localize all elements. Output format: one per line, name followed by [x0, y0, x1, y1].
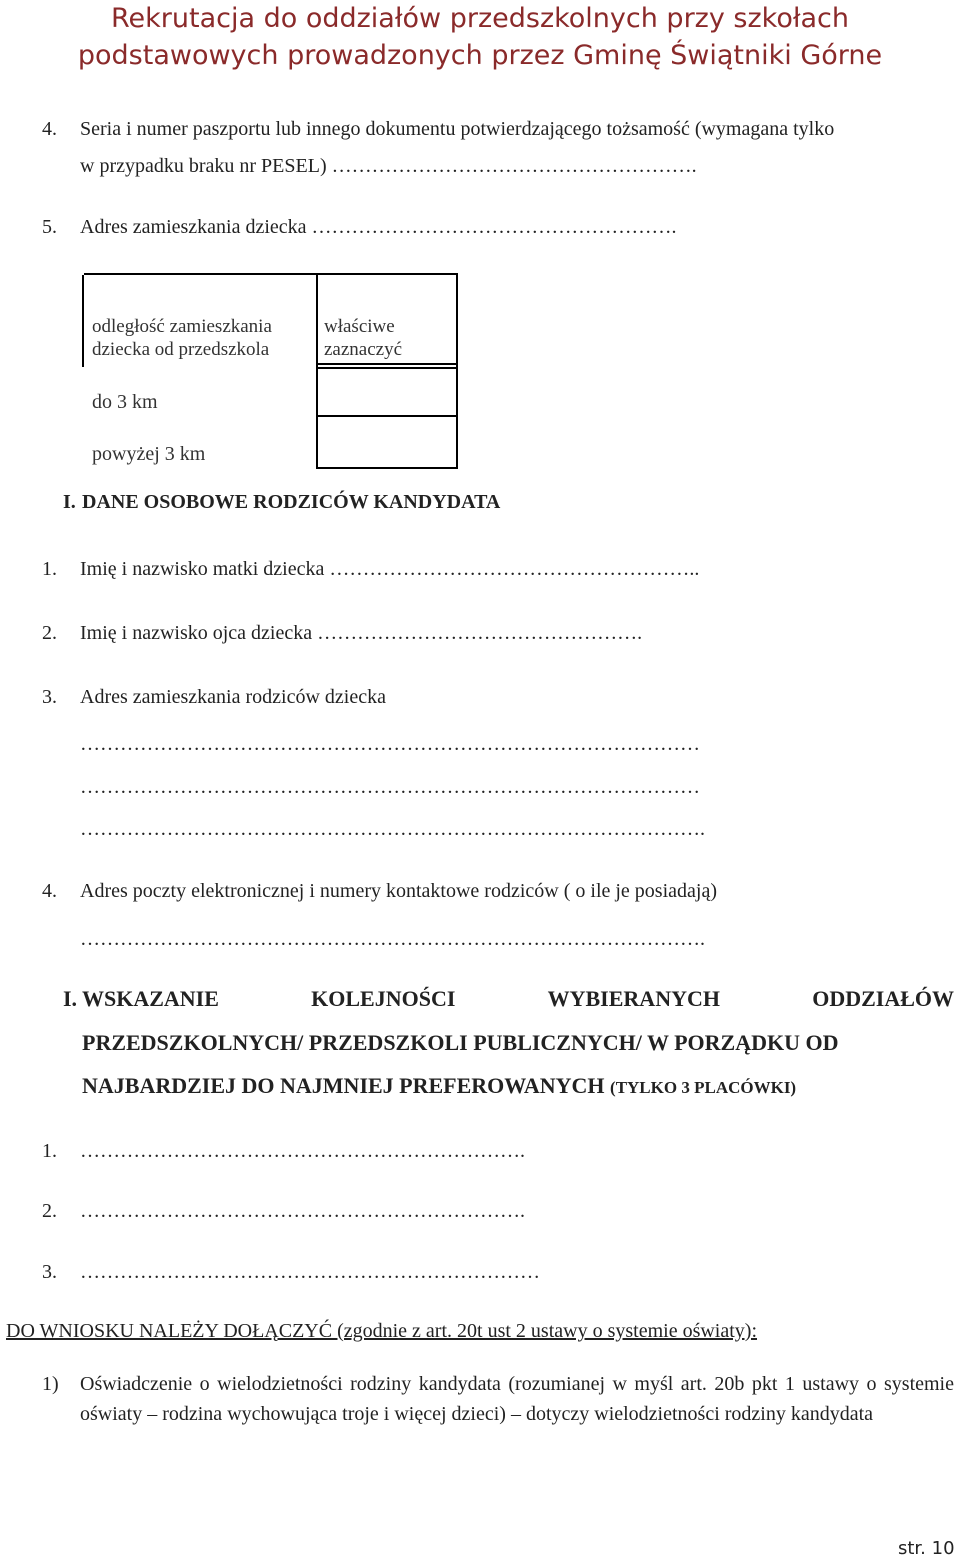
mother-name-field[interactable]: Imię i nazwisko matki dziecka ………………………………………………..	[80, 558, 700, 580]
table-border	[316, 415, 456, 417]
table-header-text: właściwe	[324, 316, 395, 337]
contact-field[interactable]: ………………………………………………………………………………….	[80, 928, 705, 950]
section-title-note: (TYLKO 3 PLACÓWKI)	[610, 1078, 797, 1097]
title-word: KOLEJNOŚCI	[311, 986, 456, 1011]
attachment-text: Oświadczenie o wielodzietności rodziny kandydata (rozumianej w myśl art. 20b pkt 1 ustawy o systemie oświaty – rodzina wychowująca troje i więcej dzieci) – dotyczy wielodzietności rodziny kandydata	[80, 1373, 954, 1425]
section-title-line2: PRZEDSZKOLNYCH/ PRZEDSZKOLI PUBLICZNYCH/ W PORZĄDKU OD	[82, 1030, 839, 1055]
page-number: str. 10	[898, 1538, 955, 1559]
attachments-title: DO WNIOSKU NALEŻY DOŁĄCZYĆ (zgodnie z art. 20t ust 2 ustawy o systemie oświaty):	[6, 1320, 758, 1342]
item-number: 5.	[42, 216, 57, 238]
section-title-text: NAJBARDZIEJ DO NAJMNIEJ PREFEROWANYCH	[82, 1073, 605, 1098]
section-title-line3	[82, 1073, 796, 1099]
section-title-line1	[82, 986, 954, 1012]
item-number: 4.	[42, 880, 57, 902]
table-header-text: zaznaczyć	[324, 339, 403, 360]
choice-number: 1.	[42, 1140, 57, 1162]
page-header-line2: podstawowych prowadzonych przez Gminę Świątniki Górne	[77, 40, 883, 71]
title-word: WYBIERANYCH	[547, 986, 720, 1011]
parents-address-line[interactable]: ………………………………………………………………………………….	[80, 818, 705, 840]
checkbox-cell-up-to-3km[interactable]	[320, 369, 454, 415]
table-header-mark	[324, 315, 402, 361]
table-header-text: dziecka od przedszkola	[92, 339, 270, 360]
choice-field[interactable]: ………………………………………………………….	[80, 1200, 525, 1222]
attachment-number: 1)	[42, 1373, 59, 1395]
choice-number: 3.	[42, 1261, 57, 1283]
title-word: WSKAZANIE	[82, 986, 219, 1011]
table-row-label: powyżej 3 km	[92, 443, 206, 465]
table-border	[82, 275, 84, 367]
table-row-label: do 3 km	[92, 391, 158, 413]
passport-label-line1: Seria i numer paszportu lub innego dokumentu potwierdzającego tożsamość (wymagana tylko	[80, 118, 835, 140]
distance-table	[84, 273, 458, 469]
father-name-field[interactable]: Imię i nazwisko ojca dziecka ………………………………………….	[80, 622, 643, 644]
item-number: 2.	[42, 622, 57, 644]
page-header-line1: Rekrutacja do oddziałów przedszkolnych przy szkołach	[110, 3, 850, 34]
parents-address-line[interactable]: …………………………………………………………………………………	[80, 733, 700, 755]
section-roman: I.	[63, 491, 76, 513]
title-word: ODDZIAŁÓW	[812, 986, 954, 1011]
table-header-text: odległość zamieszkania	[92, 316, 272, 337]
item-number: 1.	[42, 558, 57, 580]
parents-address-line[interactable]: …………………………………………………………………………………	[80, 776, 700, 798]
section-title: DANE OSOBOWE RODZICÓW KANDYDATA	[82, 491, 501, 513]
table-header-distance	[92, 315, 272, 361]
item-number: 3.	[42, 686, 57, 708]
checkbox-cell-over-3km[interactable]	[320, 418, 454, 466]
item-number: 4.	[42, 118, 57, 140]
choice-number: 2.	[42, 1200, 57, 1222]
table-border	[316, 275, 318, 469]
table-border	[316, 467, 456, 469]
passport-label-line2[interactable]: w przypadku braku nr PESEL) ……………………………………………….	[80, 155, 697, 177]
choice-field[interactable]: ………………………………………………………….	[80, 1140, 525, 1162]
contact-label: Adres poczty elektronicznej i numery kontaktowe rodziców ( o ile je posiadają)	[80, 880, 717, 902]
choice-field[interactable]: ……………………………………………………………	[80, 1261, 540, 1283]
child-address-field[interactable]: Adres zamieszkania dziecka ……………………………………………….	[80, 216, 677, 238]
parents-address-label: Adres zamieszkania rodziców dziecka	[80, 686, 386, 708]
table-border	[316, 363, 456, 365]
section-roman: I.	[63, 986, 78, 1011]
